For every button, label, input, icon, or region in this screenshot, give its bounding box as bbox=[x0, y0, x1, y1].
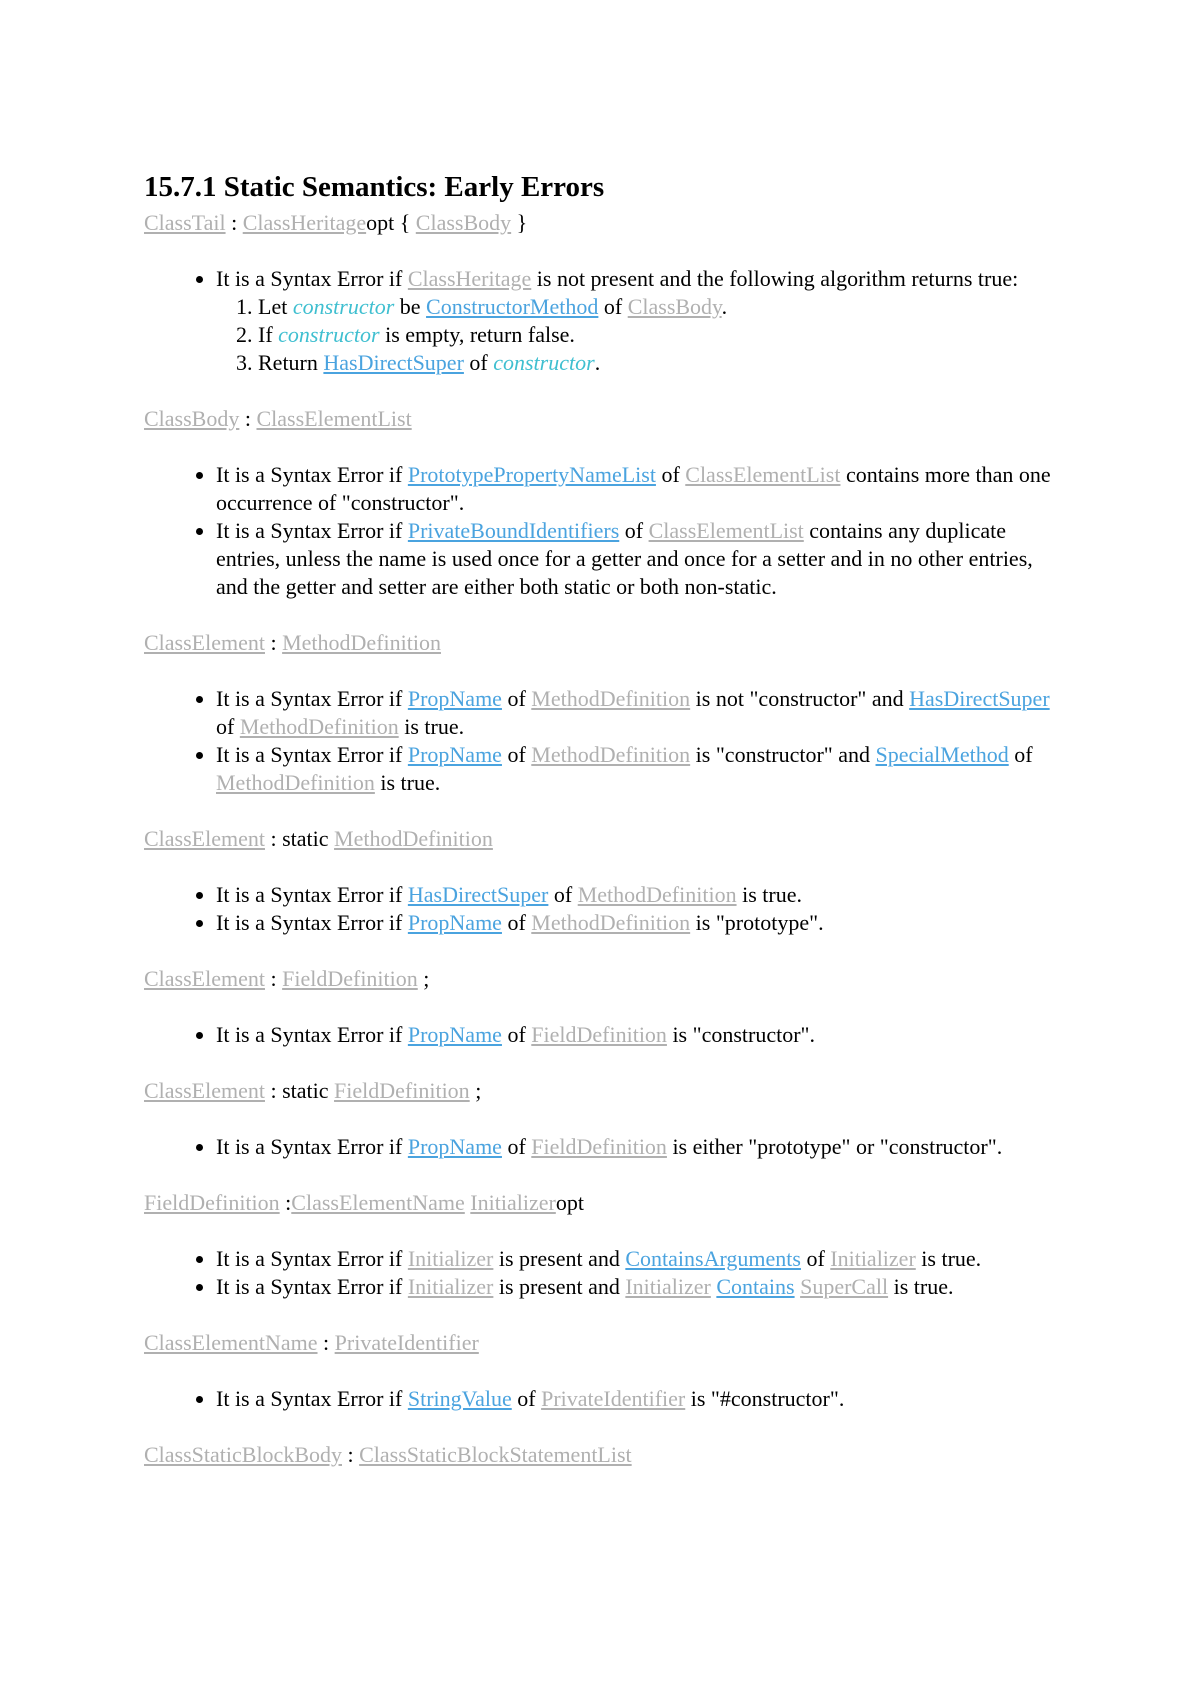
early-error-rule bbox=[216, 881, 1064, 909]
nonterminal-link-field-definition[interactable]: FieldDefinition bbox=[531, 1021, 667, 1047]
operation-link-prototype-property-name-list[interactable]: PrototypePropertyNameList bbox=[407, 461, 656, 487]
nonterminal-link-method-definition[interactable]: MethodDefinition bbox=[531, 741, 691, 767]
rule-text: of bbox=[1008, 741, 1033, 767]
nonterminal-link-class-element[interactable]: ClassElement bbox=[144, 825, 265, 851]
early-error-rule bbox=[216, 1133, 1064, 1161]
early-error-rule bbox=[216, 265, 1064, 377]
nonterminal-link-field-definition[interactable]: FieldDefinition bbox=[144, 1189, 280, 1215]
variable-constructor: constructor bbox=[278, 321, 380, 347]
rule-text: is present and bbox=[493, 1245, 626, 1271]
rule-text: : bbox=[239, 405, 257, 431]
nonterminal-link-class-element[interactable]: ClassElement bbox=[144, 1077, 265, 1103]
early-error-rules bbox=[144, 1021, 1064, 1049]
rule-text: of bbox=[800, 1245, 831, 1271]
rule-text: It is a Syntax Error if bbox=[216, 517, 408, 543]
rule-text: Return bbox=[258, 349, 324, 375]
nonterminal-link-initializer[interactable]: Initializer bbox=[470, 1189, 556, 1215]
rule-text: It is a Syntax Error if bbox=[216, 1133, 408, 1159]
nonterminal-link-method-definition[interactable]: MethodDefinition bbox=[531, 685, 691, 711]
grammar-production bbox=[144, 1077, 1064, 1105]
rule-text: is true. bbox=[888, 1273, 954, 1299]
nonterminal-link-class-element-list[interactable]: ClassElementList bbox=[256, 405, 412, 431]
rule-text: is empty, return false. bbox=[379, 321, 575, 347]
rule-text: : static bbox=[264, 1077, 335, 1103]
rule-text: is "constructor". bbox=[666, 1021, 816, 1047]
early-error-rules bbox=[144, 1385, 1064, 1413]
early-error-rule bbox=[216, 1385, 1064, 1413]
nonterminal-link-private-identifier[interactable]: PrivateIdentifier bbox=[334, 1329, 479, 1355]
nonterminal-link-class-static-block-body[interactable]: ClassStaticBlockBody bbox=[144, 1441, 342, 1467]
rule-text: It is a Syntax Error if bbox=[216, 909, 408, 935]
rule-text: is either "prototype" or "constructor". bbox=[666, 1133, 1003, 1159]
nonterminal-link-class-element-name[interactable]: ClassElementName bbox=[291, 1189, 465, 1215]
rule-text: . bbox=[594, 349, 601, 375]
rule-text: of bbox=[548, 881, 578, 907]
rule-text: It is a Syntax Error if bbox=[216, 1273, 408, 1299]
rule-text: : bbox=[317, 1329, 335, 1355]
rule-text: is not "constructor" and bbox=[690, 685, 910, 711]
early-error-rule bbox=[216, 685, 1064, 741]
nonterminal-link-initializer[interactable]: Initializer bbox=[830, 1245, 916, 1271]
rule-text: ; bbox=[417, 965, 430, 991]
grammar-production bbox=[144, 1189, 1064, 1217]
early-error-rule bbox=[216, 1273, 1064, 1301]
nonterminal-link-class-element-list[interactable]: ClassElementList bbox=[648, 517, 804, 543]
rule-text: It is a Syntax Error if bbox=[216, 685, 408, 711]
nonterminal-link-class-element-name[interactable]: ClassElementName bbox=[144, 1329, 318, 1355]
rule-text: ; bbox=[469, 1077, 482, 1103]
rule-text: is present and bbox=[493, 1273, 626, 1299]
nonterminal-link-method-definition[interactable]: MethodDefinition bbox=[334, 825, 493, 851]
nonterminal-link-class-element-list[interactable]: ClassElementList bbox=[685, 461, 841, 487]
early-error-rule bbox=[216, 1245, 1064, 1273]
rule-text: of bbox=[619, 517, 649, 543]
early-error-rules bbox=[144, 685, 1064, 797]
rule-text: It is a Syntax Error if bbox=[216, 1385, 408, 1411]
early-error-rule bbox=[216, 517, 1064, 601]
rule-text: opt bbox=[555, 1189, 584, 1215]
nonterminal-link-class-static-block-statement-list[interactable]: ClassStaticBlockStatementList bbox=[359, 1441, 632, 1467]
algorithm-step bbox=[258, 321, 1064, 349]
operation-link-contains-arguments[interactable]: ContainsArguments bbox=[625, 1245, 801, 1271]
nonterminal-link-super-call[interactable]: SuperCall bbox=[800, 1273, 889, 1299]
early-error-rules bbox=[144, 461, 1064, 601]
rule-text: Let bbox=[258, 293, 293, 319]
rule-text: It is a Syntax Error if bbox=[216, 265, 408, 291]
rule-text: contains more than one occurrence of "constructor". bbox=[216, 461, 1051, 515]
rule-text: : bbox=[264, 965, 283, 991]
nonterminal-link-field-definition[interactable]: FieldDefinition bbox=[282, 965, 418, 991]
operation-link-special-method[interactable]: SpecialMethod bbox=[875, 741, 1009, 767]
rule-text: of bbox=[655, 461, 686, 487]
grammar-production bbox=[144, 209, 1064, 237]
rule-text: : bbox=[342, 1441, 360, 1467]
algorithm-step bbox=[258, 293, 1064, 321]
rule-text: of bbox=[216, 713, 240, 739]
variable-constructor: constructor bbox=[292, 293, 395, 319]
nonterminal-link-class-heritage[interactable]: ClassHeritage bbox=[242, 209, 367, 235]
operation-link-has-direct-super[interactable]: HasDirectSuper bbox=[323, 349, 464, 375]
early-error-rules bbox=[144, 881, 1064, 937]
algorithm-steps bbox=[216, 293, 1064, 377]
algorithm-step bbox=[258, 349, 1064, 377]
section-title: 15.7.1 Static Semantics: Early Errors bbox=[144, 171, 605, 203]
rule-text: is true. bbox=[736, 881, 802, 907]
rule-text: It is a Syntax Error if bbox=[216, 741, 408, 767]
rule-text: is "#constructor". bbox=[685, 1385, 845, 1411]
document-page bbox=[144, 170, 1064, 1497]
operation-link-prop-name[interactable]: PropName bbox=[407, 1021, 502, 1047]
nonterminal-link-field-definition[interactable]: FieldDefinition bbox=[531, 1133, 667, 1159]
early-error-rules bbox=[144, 1133, 1064, 1161]
rule-text: of bbox=[501, 1021, 532, 1047]
early-errors-content bbox=[144, 209, 1064, 1497]
rule-text: of bbox=[501, 1133, 532, 1159]
operation-link-constructor-method[interactable]: ConstructorMethod bbox=[426, 293, 599, 319]
nonterminal-link-method-definition[interactable]: MethodDefinition bbox=[577, 881, 737, 907]
rule-text: is true. bbox=[398, 713, 465, 739]
rule-text: } bbox=[511, 209, 528, 235]
grammar-production bbox=[144, 965, 1064, 993]
grammar-production bbox=[144, 405, 1064, 433]
operation-link-contains[interactable]: Contains bbox=[716, 1273, 795, 1299]
early-error-rule bbox=[216, 909, 1064, 937]
nonterminal-link-method-definition[interactable]: MethodDefinition bbox=[239, 713, 399, 739]
rule-text: is true. bbox=[374, 769, 441, 795]
rule-text: : bbox=[225, 209, 243, 235]
operation-link-prop-name[interactable]: PropName bbox=[407, 685, 502, 711]
rule-text: : bbox=[279, 1189, 292, 1215]
rule-text: of bbox=[598, 293, 628, 319]
operation-link-has-direct-super[interactable]: HasDirectSuper bbox=[909, 685, 1050, 711]
rule-text: is "prototype". bbox=[690, 909, 824, 935]
early-error-rules bbox=[144, 265, 1064, 377]
operation-link-prop-name[interactable]: PropName bbox=[407, 741, 502, 767]
nonterminal-link-private-identifier[interactable]: PrivateIdentifier bbox=[541, 1385, 686, 1411]
rule-text: opt { bbox=[366, 209, 416, 235]
rule-text: of bbox=[501, 741, 532, 767]
rule-text: : bbox=[264, 629, 283, 655]
nonterminal-link-class-body[interactable]: ClassBody bbox=[627, 293, 722, 319]
operation-link-has-direct-super[interactable]: HasDirectSuper bbox=[407, 881, 549, 907]
rule-text: It is a Syntax Error if bbox=[216, 461, 408, 487]
operation-link-private-bound-identifiers[interactable]: PrivateBoundIdentifiers bbox=[407, 517, 620, 543]
early-error-rule bbox=[216, 741, 1064, 797]
nonterminal-link-class-body[interactable]: ClassBody bbox=[144, 405, 240, 431]
rule-text: It is a Syntax Error if bbox=[216, 1245, 408, 1271]
rule-text: : static bbox=[264, 825, 335, 851]
nonterminal-link-field-definition[interactable]: FieldDefinition bbox=[334, 1077, 470, 1103]
rule-text: is "constructor" and bbox=[690, 741, 876, 767]
nonterminal-link-class-body[interactable]: ClassBody bbox=[415, 209, 512, 235]
nonterminal-link-class-tail[interactable]: ClassTail bbox=[144, 209, 226, 235]
rule-text: It is a Syntax Error if bbox=[216, 1021, 408, 1047]
nonterminal-link-method-definition[interactable]: MethodDefinition bbox=[282, 629, 441, 655]
operation-link-prop-name[interactable]: PropName bbox=[407, 909, 502, 935]
early-error-rule bbox=[216, 461, 1064, 517]
nonterminal-link-class-heritage[interactable]: ClassHeritage bbox=[407, 265, 532, 291]
rule-text: is true. bbox=[915, 1245, 982, 1271]
early-error-rule bbox=[216, 1021, 1064, 1049]
nonterminal-link-initializer[interactable]: Initializer bbox=[407, 1245, 494, 1271]
variable-constructor: constructor bbox=[493, 349, 595, 375]
operation-link-prop-name[interactable]: PropName bbox=[407, 1133, 502, 1159]
rule-text: of bbox=[463, 349, 494, 375]
grammar-production bbox=[144, 629, 1064, 657]
rule-text: If bbox=[258, 321, 279, 347]
grammar-production bbox=[144, 825, 1064, 853]
operation-link-string-value[interactable]: StringValue bbox=[407, 1385, 512, 1411]
rule-text: of bbox=[511, 1385, 542, 1411]
rule-text: It is a Syntax Error if bbox=[216, 881, 408, 907]
nonterminal-link-initializer[interactable]: Initializer bbox=[625, 1273, 711, 1299]
nonterminal-link-initializer[interactable]: Initializer bbox=[407, 1273, 494, 1299]
nonterminal-link-class-element[interactable]: ClassElement bbox=[144, 965, 265, 991]
nonterminal-link-method-definition[interactable]: MethodDefinition bbox=[531, 909, 691, 935]
grammar-production bbox=[144, 1329, 1064, 1357]
nonterminal-link-method-definition[interactable]: MethodDefinition bbox=[216, 769, 375, 795]
rule-text: . bbox=[721, 293, 728, 319]
rule-text: contains any duplicate entries, unless the name is used once for a getter and once for a setter and in no other entries, and the getter and setter are either both static or both non-static. bbox=[216, 517, 1033, 599]
grammar-production bbox=[144, 1441, 1064, 1469]
rule-text: of bbox=[501, 685, 532, 711]
rule-text: of bbox=[501, 909, 532, 935]
nonterminal-link-class-element[interactable]: ClassElement bbox=[144, 629, 265, 655]
early-error-rules bbox=[144, 1245, 1064, 1301]
rule-text: is not present and the following algorithm returns true: bbox=[531, 265, 1019, 291]
rule-text: be bbox=[394, 293, 427, 319]
